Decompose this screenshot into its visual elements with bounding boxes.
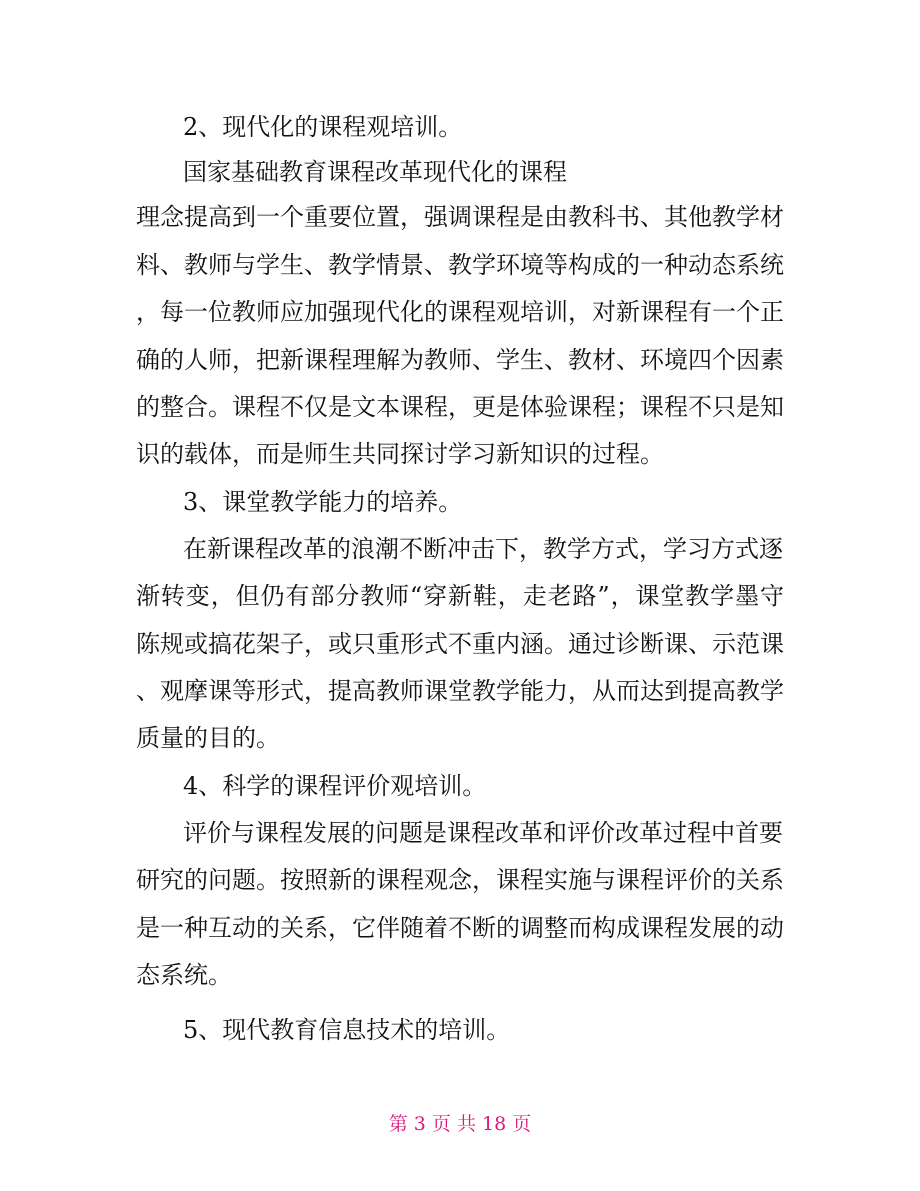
paragraph-line: 理念提高到一个重要位置，强调课程是由教科书、其他教学材 <box>136 203 784 231</box>
section-heading-5: 5、现代教育信息技术的培训。 <box>183 1016 511 1044</box>
paragraph-line: 研究的问题。按照新的课程观念，课程实施与课程评价的关系 <box>136 866 784 894</box>
paragraph-line: 在新课程改革的浪潮不断冲击下，教学方式，学习方式逐 <box>183 535 783 563</box>
paragraph-line: 态系统。 <box>136 961 232 989</box>
paragraph-line: 国家基础教育课程改革现代化的课程 <box>183 158 567 186</box>
paragraph-line: 识的载体，而是师生共同探讨学习新知识的过程。 <box>136 440 664 468</box>
paragraph-line: 渐转变，但仍有部分教师“穿新鞋，走老路”，课堂教学墨守 <box>136 582 784 610</box>
paragraph-line: 的整合。课程不仅是文本课程，更是体验课程；课程不只是知 <box>136 393 784 421</box>
paragraph-line: 确的人师，把新课程理解为教师、学生、教材、环境四个因素 <box>136 346 784 374</box>
paragraph-line: 质量的目的。 <box>136 724 280 752</box>
paragraph-line: 料、教师与学生、教学情景、教学环境等构成的一种动态系统 <box>136 251 784 279</box>
paragraph-line: 陈规或搞花架子，或只重形式不重内涵。通过诊断课、示范课 <box>136 630 784 658</box>
paragraph-line: 是一种互动的关系，它伴随着不断的调整而构成课程发展的动 <box>136 914 784 942</box>
paragraph-line: 、观摩课等形式，提高教师课堂教学能力，从而达到提高教学 <box>136 677 784 705</box>
paragraph-line: 评价与课程发展的问题是课程改革和评价改革过程中首要 <box>183 819 783 847</box>
section-heading-2: 2、现代化的课程观培训。 <box>183 113 463 141</box>
paragraph-line: ，每一位教师应加强现代化的课程观培训，对新课程有一个正 <box>136 298 784 326</box>
section-heading-3: 3、课堂教学能力的培养。 <box>183 488 463 516</box>
section-heading-4: 4、科学的课程评价观培训。 <box>183 772 487 800</box>
page-number-footer: 第 3 页 共 18 页 <box>388 1113 532 1135</box>
